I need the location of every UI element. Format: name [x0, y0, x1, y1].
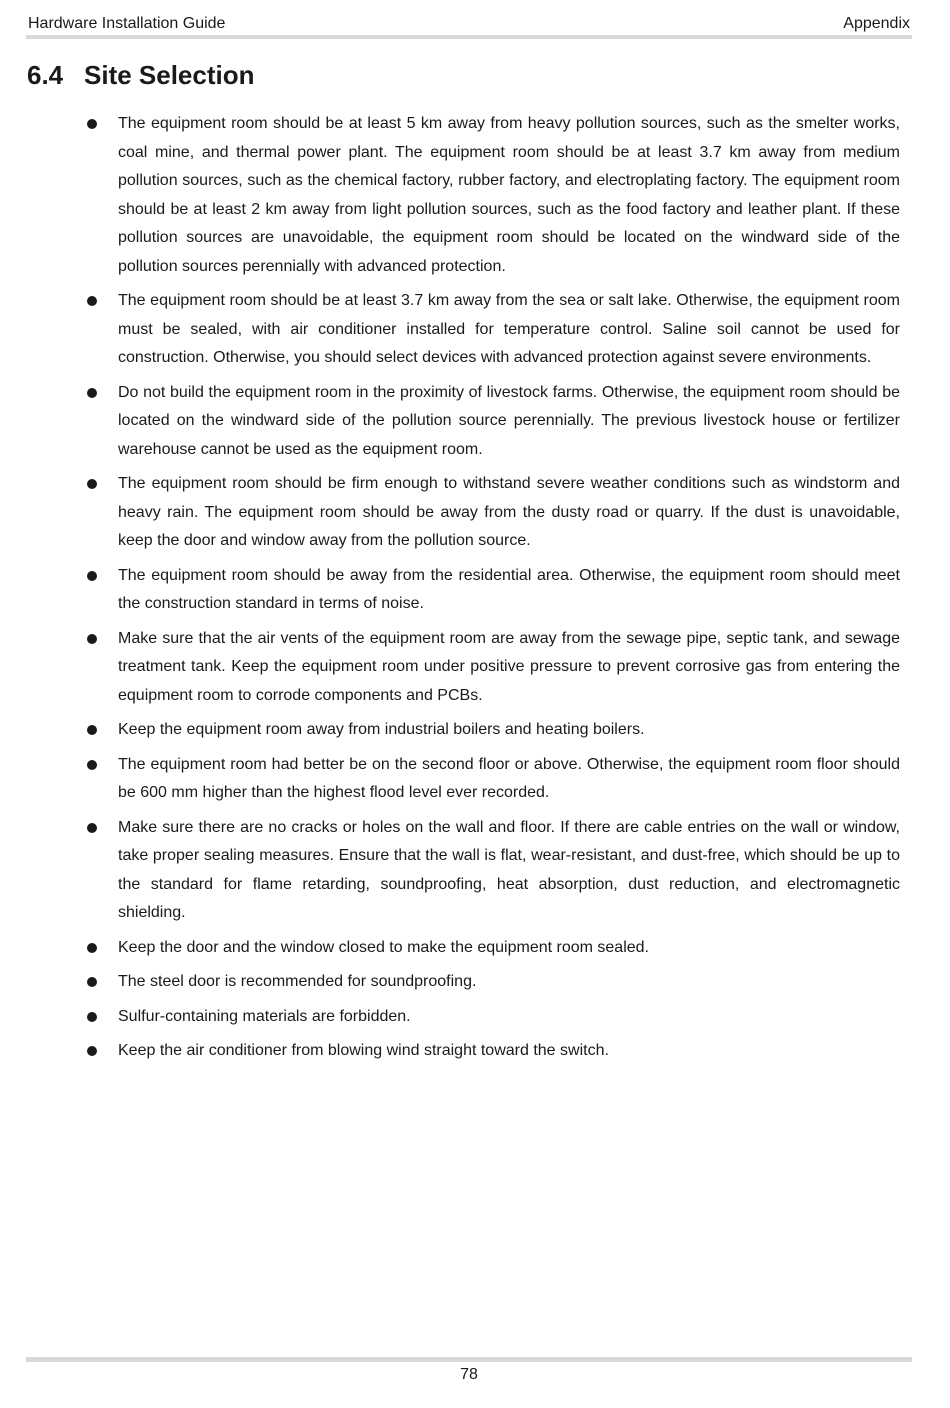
section-title: Site Selection [84, 60, 255, 90]
bullet-list [26, 110, 900, 1066]
bullet-icon [87, 760, 97, 770]
bullet-item [26, 751, 900, 808]
bullet-icon [87, 977, 97, 987]
bullet-item [26, 814, 900, 928]
bullet-text: Keep the air conditioner from blowing wind straight toward the switch. [118, 1042, 609, 1059]
header-divider [26, 35, 912, 39]
bullet-text: Keep the door and the window closed to make the equipment room sealed. [118, 938, 649, 956]
bullet-text: Sulfur-containing materials are forbidden. [118, 1007, 411, 1025]
bullet-item [26, 1037, 900, 1066]
bullet-text: Make sure there are no cracks or holes on the wall and floor. If there are cable entries on the wall or window, take proper sealing measures. Ensure that the wall is flat, wear-resistant, and dust-free, which should be up to the standard for flame retarding, soundproofing, heat absorption, dust reduction, and electromagnetic shielding. [118, 818, 900, 921]
bullet-text: The equipment room should be firm enough to withstand severe weather conditions such as windstorm and heavy rain. The equipment room should be away from the dusty road or quarry. If the dust is unavoidable, keep the door and window away from the pollution source. [118, 475, 900, 549]
bullet-icon [87, 388, 97, 398]
bullet-icon [87, 571, 97, 581]
chapter-name: Appendix [843, 15, 910, 32]
bullet-text: Do not build the equipment room in the proximity of livestock farms. Otherwise, the equipment room should be located on the windward side of the pollution source perennially. The previous livestock house or fertilizer warehouse cannot be used as the equipment room. [118, 383, 900, 458]
bullet-item [26, 934, 900, 963]
section-number: 6.4 [27, 60, 64, 90]
bullet-icon [87, 634, 97, 644]
bullet-icon [87, 1012, 97, 1022]
bullet-icon [87, 296, 97, 306]
bullet-text: Make sure that the air vents of the equipment room are away from the sewage pipe, septic tank, and sewage treatment tank. Keep the equipment room under positive pressure to prevent corrosive gas from entering the equipment room to corrode components and PCBs. [118, 629, 900, 704]
bullet-item [26, 470, 900, 556]
bullet-icon [87, 119, 97, 129]
bullet-text: The equipment room should be at least 5 km away from heavy pollution sources, such as the smelter works, coal mine, and thermal power plant. The equipment room should be at least 3.7 km away from medium pollution sources, such as the chemical factory, rubber factory, and electroplating factory. The equipment room should be at least 2 km away from light pollution sources, such as the food factory and leather plant. If these pollution sources are unavoidable, the equipment room should be located on the windward side of the pollution sources perennially with advanced protection. [118, 115, 900, 275]
bullet-icon [87, 479, 97, 489]
page-content [26, 110, 900, 1072]
bullet-item [26, 287, 900, 373]
bullet-item [26, 1003, 900, 1032]
bullet-text: The equipment room had better be on the second floor or above. Otherwise, the equipment room floor should be 600 mm higher than the highest flood level ever recorded. [118, 755, 900, 801]
bullet-item [26, 716, 900, 745]
document-title: Hardware Installation Guide [28, 15, 226, 32]
bullet-item [26, 968, 900, 997]
bullet-item [26, 110, 900, 281]
page-header [26, 14, 912, 34]
bullet-icon [87, 823, 97, 833]
bullet-text: The equipment room should be away from the residential area. Otherwise, the equipment room should meet the construction standard in terms of noise. [118, 566, 900, 612]
page-number: 78 [460, 1366, 478, 1383]
bullet-text: The steel door is recommended for soundproofing. [118, 973, 477, 990]
bullet-icon [87, 725, 97, 735]
bullet-item [26, 379, 900, 465]
bullet-item [26, 625, 900, 711]
bullet-item [26, 562, 900, 619]
bullet-text: The equipment room should be at least 3.7 km away from the sea or salt lake. Otherwise, the equipment room must be sealed, with air conditioner installed for temperature control. Saline soil cannot be used for construction. Otherwise, you should select devices with advanced protection against severe environments. [118, 292, 900, 366]
footer-divider [26, 1357, 912, 1362]
bullet-text: Keep the equipment room away from industrial boilers and heating boilers. [118, 721, 645, 738]
bullet-icon [87, 943, 97, 953]
section-heading [27, 58, 255, 92]
bullet-icon [87, 1046, 97, 1056]
